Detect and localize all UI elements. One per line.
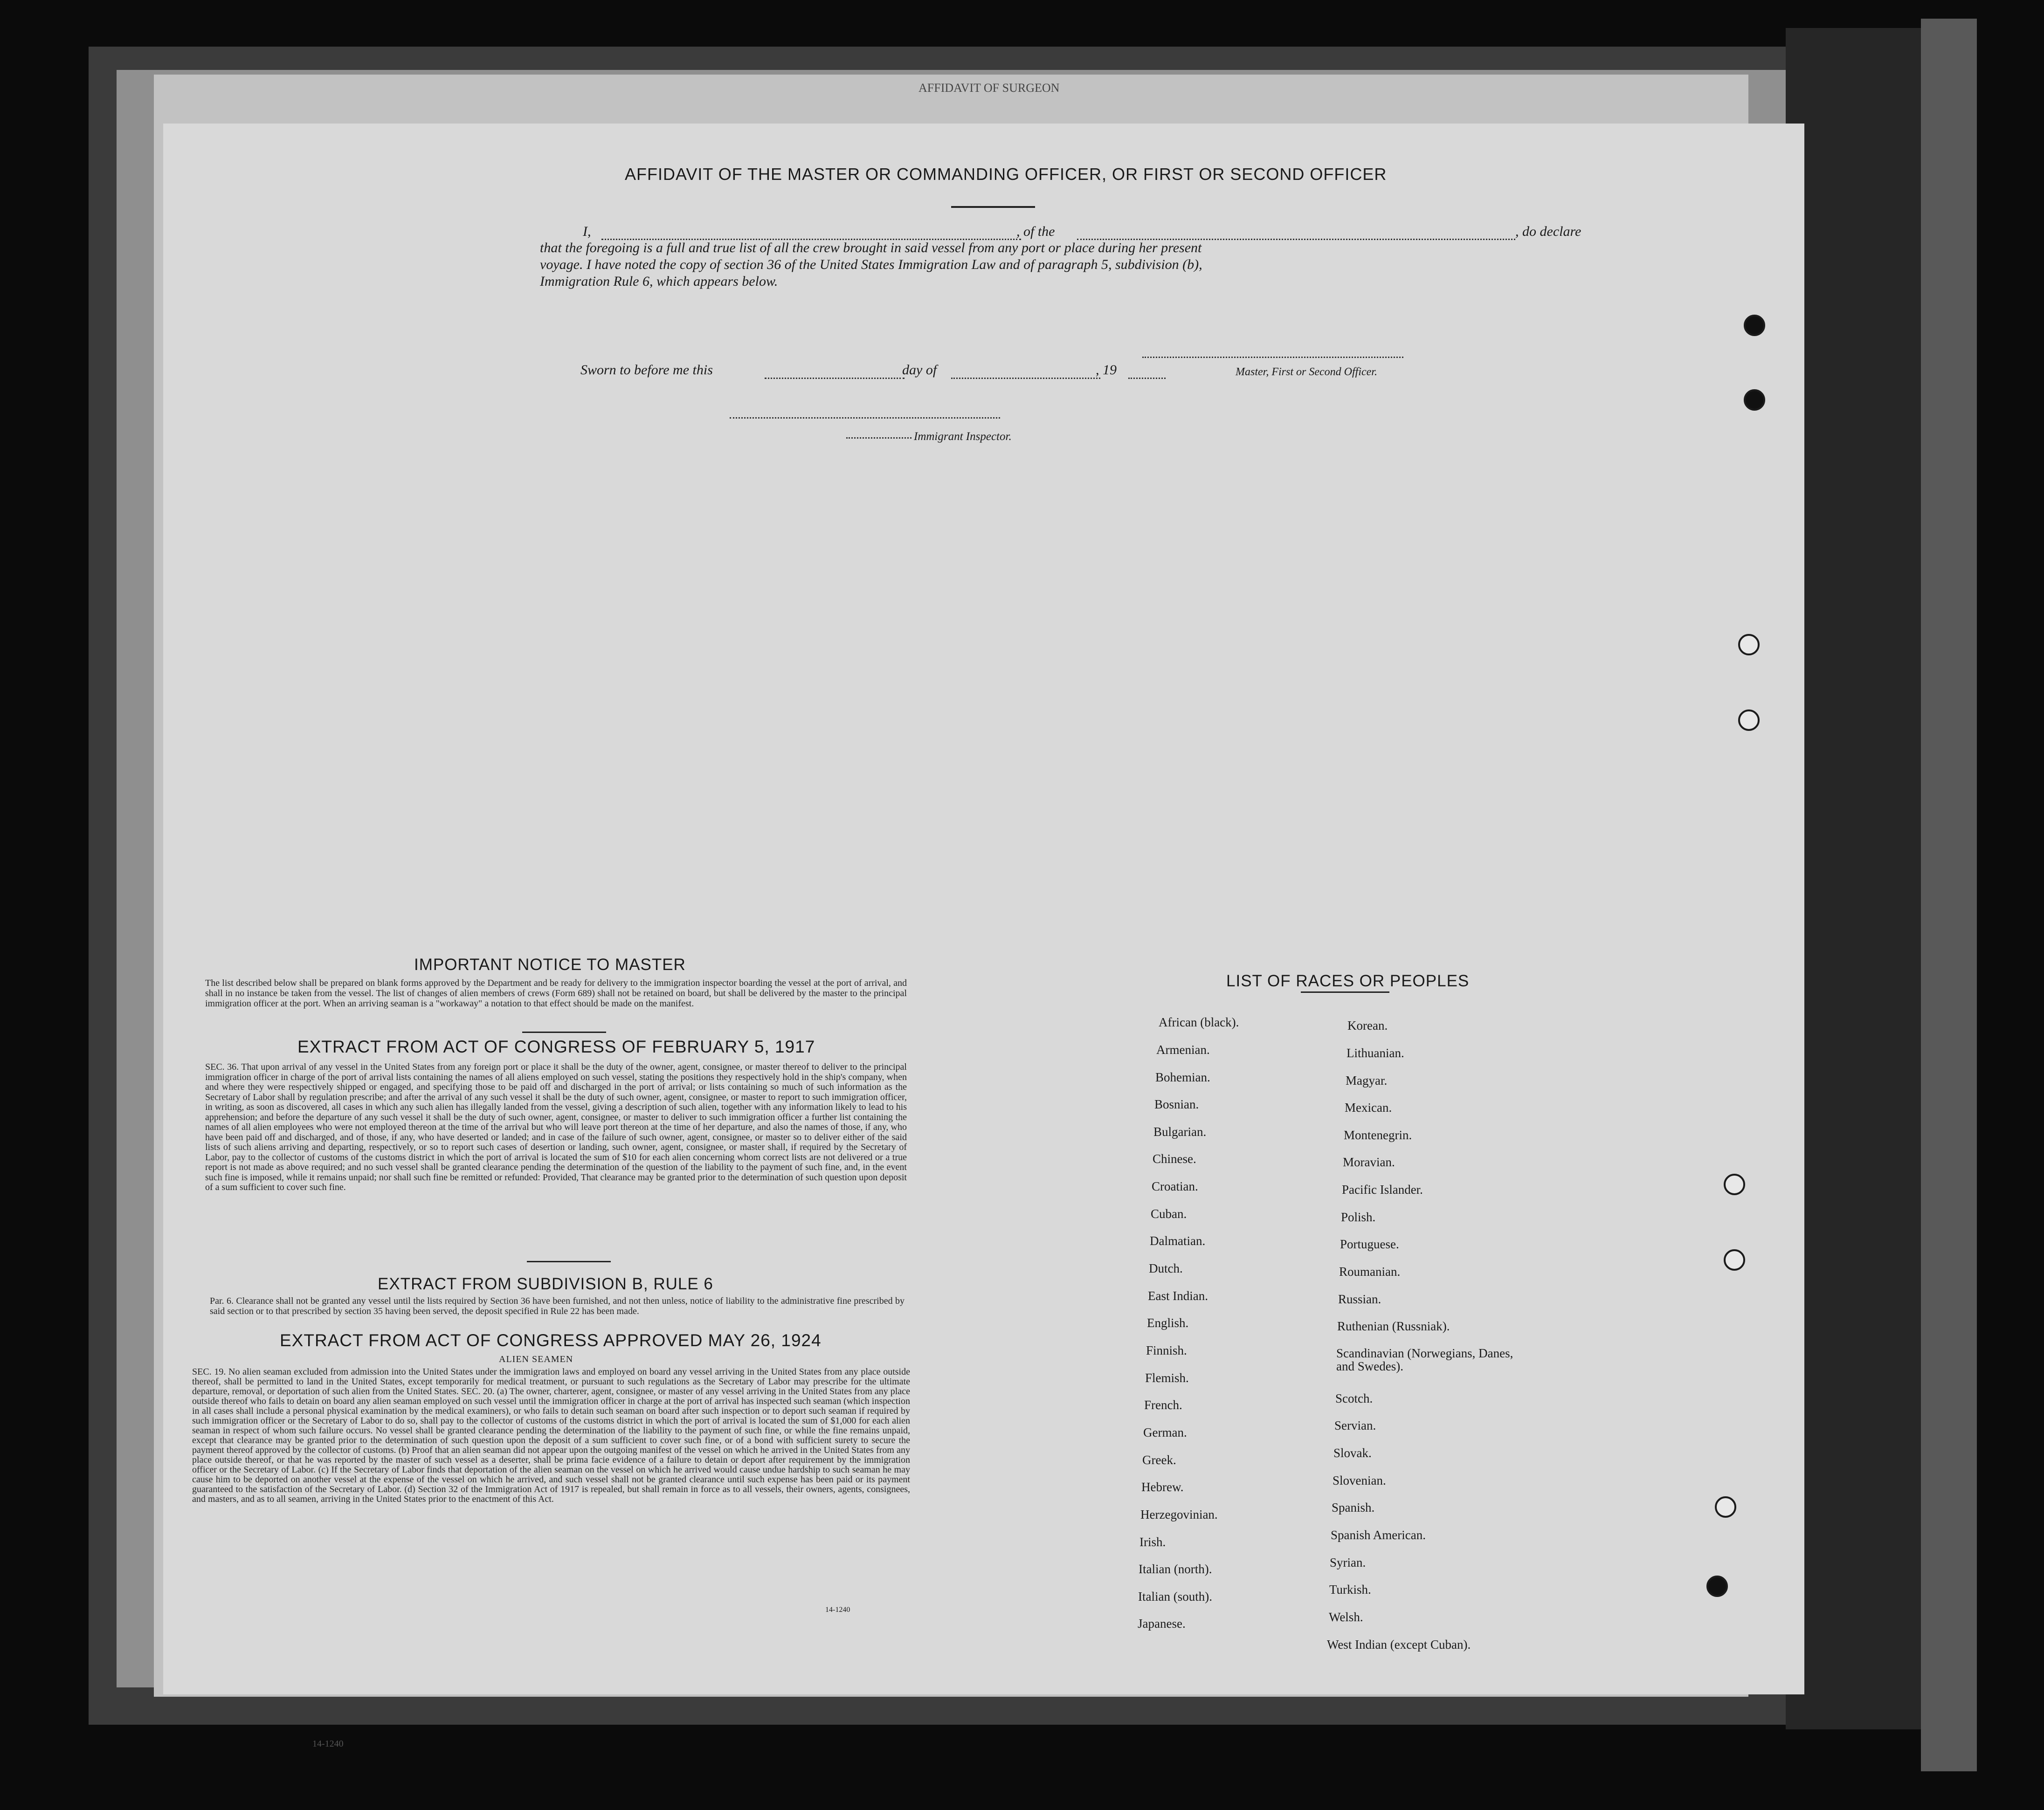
notice-title: IMPORTANT NOTICE TO MASTER [414,956,686,974]
race-item: Irish. [1139,1535,1166,1549]
race-item: Polish. [1341,1210,1376,1224]
race-item: Turkish. [1329,1583,1371,1597]
punch-hole-icon [1724,1174,1745,1195]
race-item: Italian (south). [1138,1590,1212,1604]
race-item: East Indian. [1148,1289,1208,1303]
race-item: Russian. [1338,1292,1381,1306]
master-signature-label: Master, First or Second Officer. [1236,366,1377,378]
sworn-month-blank[interactable] [951,378,1100,379]
race-item: English. [1147,1316,1189,1330]
race-item: West Indian (except Cuban). [1327,1638,1471,1652]
race-item: Pacific Islander. [1342,1183,1423,1197]
sworn-year: , 19 [1096,362,1117,378]
races-rule [1301,991,1389,993]
notice-text: The list described below shall be prepared on blank forms approved by the Department and be ready for delivery to the immigration inspector boarding the vessel at the port of arrival, and shall in no instance be taken from the vessel. The list of changes of alien members of crews (Form 689) shall not be retained on board, but shall be delivered by the master to the principal immigration officer at the port. When an arriving seaman is a "workaway" a notation to that effect should be made on the manifest. [205,978,907,1009]
race-item: Dutch. [1149,1261,1183,1275]
race-item: African (black). [1159,1015,1239,1029]
race-item: Lithuanian. [1347,1046,1404,1060]
race-item: Bosnian. [1154,1097,1199,1111]
inspector-label: Immigrant Inspector. [914,430,1012,443]
inspector-signature-blank[interactable] [730,417,1000,419]
punch-hole-icon [1724,1249,1745,1271]
affidavit-i: I, [583,224,591,239]
extract-1917-rule [527,1261,611,1262]
inspector-dots [846,437,912,439]
affidavit-line4: Immigration Rule 6, which appears below. [540,274,778,289]
race-item: Finnish. [1146,1343,1187,1357]
punch-hole-icon [1738,709,1760,731]
race-item: Spanish. [1332,1500,1375,1514]
race-item: Roumanian. [1339,1265,1401,1279]
punch-hole-icon [1744,315,1765,336]
race-item: Italian (north). [1139,1562,1212,1576]
extract-1917-title: EXTRACT FROM ACT OF CONGRESS OF FEBRUARY 5, 1917 [297,1037,815,1056]
race-item: Slovak. [1333,1446,1372,1460]
race-item: Croatian. [1152,1179,1198,1193]
title-rule [951,206,1035,208]
race-item: Scandinavian (Norwegians, Danes, and Swedes). [1336,1346,1513,1373]
right-edge-strip [1921,19,1977,1771]
race-item: Hebrew. [1141,1480,1184,1494]
extract-1924-subtitle: ALIEN SEAMEN [499,1354,573,1364]
race-item: Welsh. [1329,1610,1363,1624]
extract-1924-title: EXTRACT FROM ACT OF CONGRESS APPROVED MAY 26, 1924 [280,1331,822,1350]
race-item: Portuguese. [1340,1237,1399,1251]
affidavit-title: AFFIDAVIT OF THE MASTER OR COMMANDING OFFICER, OR FIRST OR SECOND OFFICER [625,165,1387,184]
race-item: French. [1144,1398,1182,1412]
race-item: Herzegovinian. [1140,1507,1218,1521]
race-item: Servian. [1334,1418,1376,1432]
races-title: LIST OF RACES OR PEOPLES [1226,972,1470,990]
extract-1924-text: SEC. 19. No alien seaman excluded from admission into the United States under the immigration laws and employed on board any vessel arriving in the United States from any place outside thereof, shall be permitted to land in the United States, except temporarily for medical treatment, or pursuant to such regulations as the Secretary of Labor may prescribe for the ultimate departure, removal, or deportation of such alien from the United States. SEC. 20. (a) The owner, charterer, agent, consignee, or master of any vessel arriving in the United States from any place outside thereof who fails to detain on board any alien seaman employed on such vessel until the immigration officer in charge at the port of arrival has inspected such seaman (which inspection in all cases shall include a personal physical examination by the medical examiners), or who fails to detain such seaman on board after such inspection or to deport such seaman if required by such immigration officer or the Secretary of Labor to do so, shall pay to the collector of customs of the customs district in which the port of arrival is located the sum of $1,000 for each alien seaman in respect of whom such failure occurs. No vessel shall be granted clearance pending the determination of the liability to the payment of such fine, or while the fine remains unpaid, except that clearance may be granted prior to the determination of such question upon the deposit of a sum sufficient to cover such fine, or of a bond with sufficient surety to secure the payment thereof approved by the collector of customs. (b) Proof that an alien seaman did not appear upon the outgoing manifest of the vessel on which he arrived in the United States from any place outside thereof, or that he was reported by the master of such vessel as a deserter, shall be prima facie evidence of a failure to detain or deport after requirement by the immigration officer or the Secretary of Labor. (c) If the Secretary of Labor finds that deportation of the alien seaman on the vessel on which he arrived would cause undue hardship to such seaman he may cause him to be deported on another vessel at the expense of the vessel on which he arrived, and such vessel shall not be granted clearance until such expense has been paid or its payment guaranteed to the satisfaction of the Secretary of Labor. (d) Section 32 of the Immigration Act of 1917 is repealed, but shall remain in force as to all vessels, their owners, agents, consignees, and masters, and as to all seamen, arriving in the United States prior to the enactment of this Act. [192,1367,910,1504]
race-item: Cuban. [1151,1207,1187,1221]
document-page [163,124,1804,1694]
race-item: Mexican. [1345,1101,1392,1115]
punch-hole-icon [1706,1576,1728,1597]
race-item: Japanese. [1138,1617,1186,1631]
affidavit-of-the: , of the [1016,224,1055,239]
affidavit-do-declare: , do declare [1515,224,1581,239]
race-item: Montenegrin. [1344,1128,1412,1142]
punch-hole-icon [1715,1496,1736,1518]
race-item: Spanish American. [1331,1528,1426,1542]
affidavit-line2: that the foregoing is a full and true list of all the crew brought in said vessel from any port or place during her present [540,240,1202,255]
notice-rule [522,1032,606,1033]
race-item: Greek. [1142,1453,1176,1467]
punch-hole-icon [1744,389,1765,411]
background-label: AFFIDAVIT OF SURGEON [918,81,1060,95]
sworn-day-blank[interactable] [765,378,905,379]
race-item: Syrian. [1330,1555,1366,1569]
race-item: German. [1143,1425,1187,1439]
race-item: Dalmatian. [1150,1234,1206,1248]
under-sheet-form-number: 14-1240 [312,1739,344,1749]
affidavit-line3: voyage. I have noted the copy of section 36 of the United States Immigration Law and of paragraph 5, subdivision (b), [540,257,1202,272]
race-item: Korean. [1347,1019,1388,1032]
right-edge-shadow [1786,28,1926,1729]
sworn-day-of: day of [902,362,937,378]
race-item: Scotch. [1335,1391,1373,1405]
sworn-year-blank[interactable] [1128,378,1166,379]
race-item: Chinese. [1153,1152,1196,1166]
race-item: Moravian. [1343,1155,1395,1169]
race-item: Armenian. [1156,1043,1210,1057]
race-item: Slovenian. [1333,1473,1386,1487]
race-item: Bulgarian. [1153,1125,1207,1139]
race-item: Flemish. [1145,1371,1189,1385]
sworn-prefix: Sworn to before me this [580,362,713,378]
extract-1917-text: SEC. 36. That upon arrival of any vessel in the United States from any foreign port or place it shall be the duty of the owner, agent, consignee, or master thereof to deliver to the principal immigration officer in charge of the port of arrival lists containing the names of all aliens employed on such vessel, stating the positions they respectively hold in the ship's company, when and where they were respectively shipped or engaged, and specifying those to be paid off and discharged in the port of arrival; or lists containing so much of such information as the Secretary of Labor shall by regulation prescribe; and after the arrival of any such vessel it shall be the duty of such owner, agent, consignee, or master to report to such immigration officer, in writing, as soon as discovered, all cases in which any such alien has illegally landed from the vessel, giving a description of such alien, together with any information likely to lead to his apprehension; and before the departure of any such vessel it shall be the duty of such owner, agent, consignee, or master to deliver to such immigration officer a further list containing the names of all alien employees who were not employed thereon at the time of the arrival but who will leave port thereon at the time of her departure, and also the names of those, if any, who have been paid off and discharged, and of those, if any, who have deserted or landed; and in case of the failure of such owner, agent, consignee, or master so to deliver either of the said lists of such aliens arriving and departing, respectively, or so to report such cases of desertion or landing, such owner, agent, consignee, or master shall, if required by the Secretary of Labor, pay to the collector of customs of the customs district in which the port of arrival is located the sum of $10 for each alien concerning whom correct lists are not delivered or a true report is not made as above required; and no such vessel shall be granted clearance pending the determination of the question of the liability to the payment of such fine, and, in the event such fine is imposed, while it remains unpaid; nor shall such fine be remitted or refunded: Provided, That clearance may be granted prior to the determination of such question upon deposit of a sum sufficient to cover such fine. [205,1062,907,1192]
extract-rule6-title: EXTRACT FROM SUBDIVISION B, RULE 6 [378,1275,713,1293]
race-item: Ruthenian (Russniak). [1337,1319,1450,1333]
extract-rule6-text: Par. 6. Clearance shall not be granted any vessel until the lists required by Section 36 have been furnished, and not then unless, notice of liability to the administrative fine prescribed by said section or to that prescribed by section 35 having been served, the deposit specified in Rule 22 has been made. [210,1296,905,1316]
punch-hole-icon [1738,634,1760,655]
race-item: Bohemian. [1155,1070,1210,1084]
race-item: Magyar. [1346,1074,1388,1087]
form-number: 14-1240 [825,1606,850,1614]
master-signature-blank[interactable] [1142,357,1403,358]
